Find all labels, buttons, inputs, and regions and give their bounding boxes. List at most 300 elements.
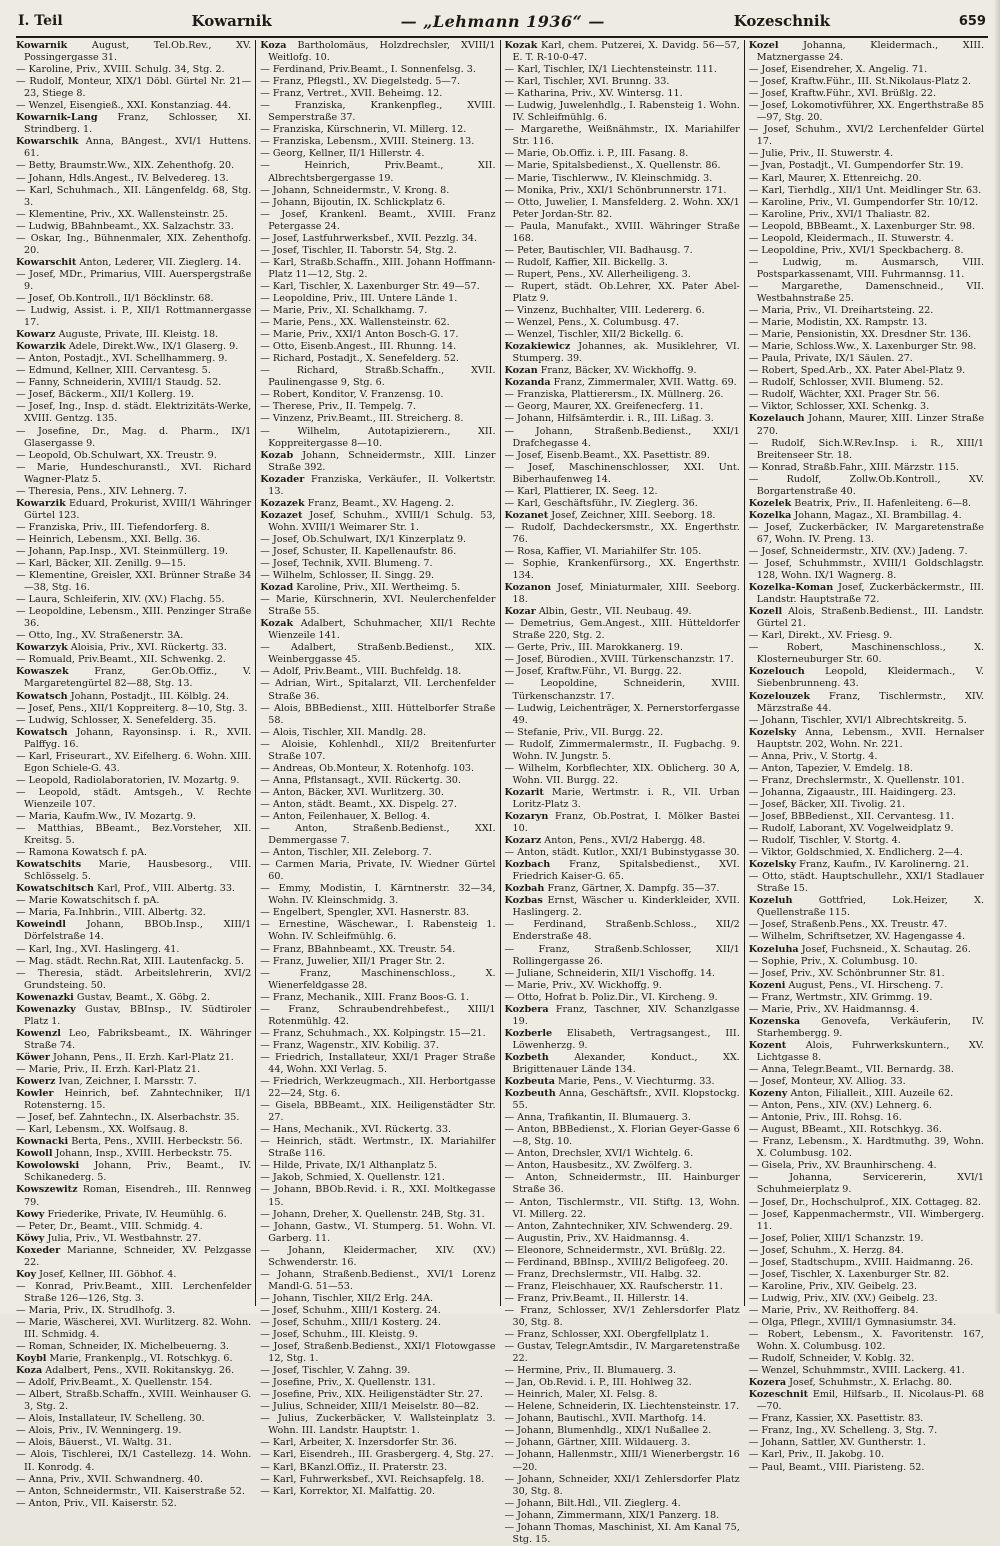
entry-text: — Juliane, Schneiderin, XII/1 Vischoffg. 14. bbox=[504, 967, 715, 979]
book-title: — „Lehmann 1936“ — bbox=[400, 11, 605, 31]
entry-text: Johann, Postadjt., III. Kölblg. 24. bbox=[70, 690, 230, 702]
directory-entry bbox=[260, 956, 495, 968]
directory-entry bbox=[16, 895, 251, 907]
entry-text: — Ludwig, m. Ausmarsch, VIII. Postsparkassenamt, VIII. Fuhrmannsg. 11. bbox=[748, 256, 984, 280]
directory-entry bbox=[505, 618, 740, 642]
entry-text: — Helene, Schneiderin, IX. Liechtensteinstr. 17. bbox=[504, 1401, 740, 1413]
entry-text: — Paula, Private, IX/1 Säulen. 27. bbox=[748, 353, 913, 365]
directory-entry bbox=[260, 594, 495, 618]
entry-text: — Robert, Sped.Arb., XX. Pater Abel-Platz 9. bbox=[748, 365, 966, 377]
entry-text: — Marie, Ob.Offiz. i. P., III. Fasang. 8. bbox=[504, 148, 689, 160]
directory-entry bbox=[16, 1341, 251, 1353]
entry-text: — Maria, Priv., VI. Dreihartsteing. 22. bbox=[748, 305, 934, 317]
directory-entry bbox=[505, 1124, 740, 1148]
entry-text: — Karl, Bäcker, XII. Zenillg. 9—15. bbox=[16, 558, 186, 570]
entry-text: — Josef, Bürodien., XVIII. Türkenschanzstr. 17. bbox=[504, 654, 734, 666]
entry-text: — Johann, Hdls.Angest., IV. Belvedereg. 13. bbox=[16, 172, 229, 184]
entry-surname: Koza bbox=[260, 40, 287, 51]
entry-text: — Ludwig, BBahnbeamt., XX. Salzachstr. 33. bbox=[16, 220, 234, 232]
entry-text: — Josefine, Priv., X. Quellenstr. 131. bbox=[260, 1377, 436, 1389]
entry-text: — Aloisie, Kohlenhdl., XII/2 Breitenfurter Straße 107. bbox=[260, 738, 496, 762]
directory-entry bbox=[749, 462, 984, 474]
directory-entry bbox=[16, 76, 251, 100]
entry-text: — Johann, Hallenmstr., XIII/1 Wienerbergstr. 16—20. bbox=[504, 1449, 740, 1473]
entry-text: Genovefa, Verkäuferin, IV. Starhembergg. 9. bbox=[756, 1015, 984, 1039]
entry-text: — Alois, Priv., IV. Wenningerg. 19. bbox=[16, 1425, 182, 1437]
entry-text: — Hilde, Private, IX/1 Althanplatz 5. bbox=[260, 1160, 438, 1172]
entry-text: — Therese, Priv., II. Tempelg. 7. bbox=[260, 401, 417, 413]
entry-text: — Anton, Pens., XIV. (XV.) Lehnerg. 6. bbox=[748, 1100, 933, 1112]
entry-text: — Leopoldine, Priv., III. Untere Lände 1. bbox=[260, 292, 458, 304]
entry-surname: Kozaryn bbox=[504, 811, 549, 822]
directory-entry bbox=[260, 582, 495, 594]
entry-text: — Stefanie, Priv., VII. Burgg. 22. bbox=[504, 726, 664, 738]
directory-entry bbox=[16, 1413, 251, 1425]
entry-text: — Franz, Wertmstr., XIV. Grimmg. 19. bbox=[748, 991, 933, 1003]
page-header bbox=[18, 10, 986, 32]
entry-text: — Georg, Maurer, XX. Greifenecferg. 11. bbox=[504, 401, 704, 413]
directory-entry bbox=[260, 1100, 495, 1124]
entry-text: — Josefine, Dr., Mag. d. Pharm., IX/1 Glasergasse 9. bbox=[16, 425, 252, 449]
directory-entry bbox=[749, 715, 984, 727]
directory-entry bbox=[749, 1389, 984, 1413]
directory-entry bbox=[505, 811, 740, 835]
directory-entry bbox=[749, 1269, 984, 1281]
entry-text: — Otto, Eisenb.Angest., III. Rhunng. 14. bbox=[260, 341, 457, 353]
directory-entry bbox=[505, 1052, 740, 1076]
entry-text: — Josef, Pens., XII/1 Koppreiterg. 8—10, Stg. 3. bbox=[16, 702, 248, 714]
directory-entry bbox=[16, 1052, 251, 1064]
entry-text: Leo, Fabriksbeamt., IX. Währinger Straße 74. bbox=[24, 1027, 252, 1051]
directory-entry bbox=[505, 944, 740, 968]
entry-text: Emil, Hilfsarb., II. Nicolaus-Pl. 68—70. bbox=[756, 1389, 984, 1413]
entry-surname: Kozab bbox=[260, 449, 294, 461]
entry-text: Franz, Tischlermstr., XIV. Märzstraße 44. bbox=[756, 690, 984, 714]
entry-text: Johann, BBOb.Insp., XIII/1 Dörfelstraße 14. bbox=[24, 919, 252, 943]
directory-entry bbox=[260, 1269, 495, 1293]
entry-text: — Josef, Dr., Hochschulprof., XIX. Cottageg. 82. bbox=[748, 1196, 981, 1208]
entry-text: — Robert, Lebensm., X. Favoritenstr. 167, Wohn. X. Columbusg. 102. bbox=[748, 1329, 984, 1353]
entry-text: — Romuald, Priv.Beamt., XII. Schwenkg. 2. bbox=[16, 654, 226, 666]
directory-entry bbox=[16, 426, 251, 450]
directory-entry bbox=[749, 76, 984, 88]
directory-entry bbox=[260, 136, 495, 148]
entry-text: Franz, Ob.Postrat, I. Mölker Bastei 10. bbox=[512, 811, 740, 835]
entry-text: — Karl, Geschäftsführ., IV. Zieglerg. 36. bbox=[504, 497, 698, 509]
directory-entry bbox=[260, 257, 495, 281]
entry-text: Josef, Schuhm., XVIII/1 Schulg. 53, Wohn. XVIII/1 Weimarer Str. 1. bbox=[268, 509, 496, 533]
entry-text: — Gisela, Priv., XV. Braunhirscheng. 4. bbox=[748, 1160, 937, 1172]
entry-text: — Heinrich, Lebensm., XXI. Bellg. 36. bbox=[16, 533, 201, 545]
entry-text: — Josef, Krankenl. Beamt., XVIII. Franz Petergasse 24. bbox=[260, 208, 496, 232]
directory-entry bbox=[749, 763, 984, 775]
entry-text: — Franziska, Krankenpfleg., XVIII. Semperstraße 37. bbox=[260, 100, 496, 124]
directory-entry bbox=[260, 1401, 495, 1413]
directory-entry bbox=[749, 1112, 984, 1124]
entry-text: — Josef, Straßenb.Bedienst., XXI/1 Flotowgasse 12, Stg. 1. bbox=[260, 1341, 496, 1365]
entry-text: — Anna, Priv., XVII. Schwandnerg. 40. bbox=[16, 1473, 204, 1485]
entry-text: — Margarethe, Damenschneid., VII. Westbahnstraße 25. bbox=[748, 280, 984, 304]
directory-entry bbox=[260, 546, 495, 558]
entry-text: — Rupert, städt. Ob.Lehrer, XX. Pater Abel-Platz 9. bbox=[504, 280, 740, 304]
directory-entry bbox=[749, 1462, 984, 1474]
directory-entry bbox=[16, 703, 251, 715]
entry-text: — Johann, Sattler, XV. Guntherstr. 1. bbox=[748, 1437, 926, 1449]
entry-text: Franz, Bäcker, XV. Wickhoffg. 9. bbox=[540, 365, 697, 377]
entry-text: — Rosa, Kaffier, VI. Mariahilfer Str. 105. bbox=[504, 545, 702, 557]
entry-text: — Ludwig, Juwelenhdlg., I. Rabensteig 1. Wohn. IV. Schleifmühlg. 6. bbox=[504, 100, 740, 124]
directory-entry bbox=[16, 1317, 251, 1341]
directory-entry bbox=[505, 197, 740, 221]
directory-entry bbox=[749, 413, 984, 437]
column-1 bbox=[16, 40, 255, 1509]
entry-surname: Kowarzyk bbox=[16, 642, 68, 654]
entry-text: Franz, Gärtner, X. Dampfg. 35—37. bbox=[547, 883, 720, 895]
entry-text: — Anton, Hausbesitz., XV. Zwölferg. 3. bbox=[504, 1160, 693, 1172]
entry-surname: Koxeder bbox=[16, 1244, 61, 1256]
entry-text: — Johanna, Zigaaustr., III. Haidingerg. 23. bbox=[748, 786, 956, 798]
entry-text: — Rudolf, Sich.W.Rev.Insp. i. R., XIII/1 Breitenseer Str. 18. bbox=[748, 437, 984, 461]
directory-entry bbox=[749, 1413, 984, 1425]
directory-entry bbox=[505, 1172, 740, 1196]
entry-text: — Ludwig, Priv., XIV. (XV.) Geibelg. 23. bbox=[748, 1292, 938, 1304]
directory-entry bbox=[260, 919, 495, 943]
entry-text: — Wilhelm, Korbflechter, XIX. Oblicherg. 30 A, Wohn. VII. Burgg. 22. bbox=[504, 762, 740, 786]
entry-text: — Marie, Priv., XV. Wickhoffg. 9. bbox=[504, 979, 662, 991]
directory-entry bbox=[749, 727, 984, 751]
entry-text: — Matthias, BBeamt., Bez.Vorsteher, XII. Kreitsg. 5. bbox=[16, 823, 252, 847]
entry-text: — Leopoldine, Lebensm., XIII. Penzinger Straße 36. bbox=[16, 606, 252, 630]
directory-entry bbox=[749, 980, 984, 992]
entry-text: — Ernestine, Wäschewar., I. Rabensteig 1. Wohn. IV. Schleifmühlg. 6. bbox=[260, 919, 496, 943]
entry-text: — Johann, Hilfsämterdir. i. R., III. Lißag. 3. bbox=[504, 413, 714, 425]
entry-text: — Klementine, Priv., XX. Wallensteinstr. 25. bbox=[16, 208, 228, 220]
directory-entry bbox=[16, 1365, 251, 1377]
directory-entry bbox=[749, 281, 984, 305]
directory-entry bbox=[749, 474, 984, 498]
entry-text: — Hermine, Priv., II. Blumauerg. 3. bbox=[504, 1365, 677, 1377]
directory-entry bbox=[505, 148, 740, 160]
entry-text: — Karoline, Priv., XVI/1 Thaliastr. 82. bbox=[748, 208, 931, 220]
entry-text: Marie, Frankenplg., VI. Rotschkyg. 6. bbox=[49, 1353, 233, 1365]
directory-entry bbox=[749, 1197, 984, 1209]
directory-entry bbox=[505, 173, 740, 185]
entry-text: — Carmen Maria, Private, IV. Wiedner Gürtel 60. bbox=[260, 859, 496, 883]
entry-text: — Gustav, Telegr.Amtsdir., IV. Margaretenstraße 22. bbox=[504, 1341, 740, 1365]
directory-entry bbox=[16, 944, 251, 956]
entry-text: — Josef, Straßenb.Pens., XX. Treustr. 47. bbox=[748, 919, 948, 931]
directory-entry bbox=[505, 1233, 740, 1245]
directory-entry bbox=[16, 1353, 251, 1365]
directory-entry bbox=[505, 895, 740, 919]
entry-text: — Wilhelm, Schlosser, II. Singg. 29. bbox=[260, 570, 435, 582]
directory-entry bbox=[260, 1076, 495, 1100]
directory-entry bbox=[260, 1305, 495, 1317]
directory-entry bbox=[16, 715, 251, 727]
directory-entry bbox=[260, 185, 495, 197]
entry-text: — Antonie, Priv., III. Rohsg. 16. bbox=[748, 1112, 902, 1124]
entry-text: — Adalbert, Straßenb.Bedienst., XIX. Weinberggasse 45. bbox=[260, 642, 496, 666]
directory-entry bbox=[260, 245, 495, 257]
directory-entry bbox=[749, 245, 984, 257]
directory-entry bbox=[16, 654, 251, 666]
entry-text: — Rudolf, Wächter, XXI. Prager Str. 56. bbox=[748, 389, 940, 401]
directory-entry bbox=[260, 775, 495, 787]
entry-text: — Leopold, BBBeamt., X. Laxenburger Str. 98. bbox=[748, 220, 976, 232]
entry-text: — Anton, BBBedienst., X. Florian Geyer-Gasse 6—8, Stg. 10. bbox=[504, 1124, 740, 1148]
directory-entry bbox=[749, 1076, 984, 1088]
directory-entry bbox=[260, 1172, 495, 1184]
directory-entry bbox=[16, 606, 251, 630]
directory-entry bbox=[16, 691, 251, 703]
entry-surname: Kozel bbox=[748, 40, 779, 51]
entry-text: Johann, Insp., XVIII. Herbeckstr. 75. bbox=[55, 1148, 233, 1160]
directory-entry bbox=[749, 510, 984, 522]
directory-entry bbox=[260, 88, 495, 100]
entry-text: Albin, Gestr., VII. Neubaug. 49. bbox=[538, 606, 692, 618]
directory-entry bbox=[505, 413, 740, 425]
directory-entry bbox=[749, 968, 984, 980]
directory-entry bbox=[749, 88, 984, 100]
entry-text: Aloisia, Priv., XVI. Rückertg. 33. bbox=[70, 642, 227, 654]
directory-entry bbox=[505, 859, 740, 883]
entry-text: — Friedrich, Installateur, XXI/1 Prager Straße 44, Wohn. XXI Verlag. 5. bbox=[260, 1051, 496, 1075]
directory-entry bbox=[505, 124, 740, 148]
entry-text: — Rudolf, Tischler, V. Stortg. 4. bbox=[748, 835, 901, 847]
entry-text: — Johann, Straßenb.Bedienst., XXI/1 Drafchegasse 4. bbox=[504, 425, 740, 449]
entry-text: — Maria, Kaufm.Ww., IV. Mozartg. 9. bbox=[16, 811, 196, 822]
entry-text: — Leopold, Ob.Schulwart, XX. Treustr. 9. bbox=[16, 449, 217, 461]
directory-entry bbox=[16, 209, 251, 221]
directory-entry bbox=[749, 847, 984, 859]
directory-entry bbox=[505, 919, 740, 943]
directory-entry bbox=[16, 1425, 251, 1437]
directory-entry bbox=[749, 305, 984, 317]
entry-surname: Kowenazki bbox=[16, 991, 74, 1003]
entry-text: Josef, Zuckerbäckermstr., III. Landstr. Hauptstraße 72. bbox=[756, 582, 984, 606]
entry-text: — Franz, Schraubendrehbefest., XIII/1 Rotenmühlg. 42. bbox=[260, 1003, 496, 1027]
entry-text: — Marie, Pens., XX. Wallensteinstr. 62. bbox=[260, 317, 450, 329]
directory-entry bbox=[749, 546, 984, 558]
entry-text: — Peter, Bautischler, VII. Badhausg. 7. bbox=[504, 244, 693, 256]
directory-entry bbox=[260, 1462, 495, 1474]
entry-surname: Kozan bbox=[504, 365, 538, 377]
directory-entry bbox=[260, 992, 495, 1004]
entry-text: — Franz, Kassier, XX. Pasettistr. 83. bbox=[748, 1413, 924, 1425]
entry-text: — Wenzel, Pens., X. Columbusg. 47. bbox=[504, 317, 680, 329]
directory-entry bbox=[260, 1209, 495, 1221]
entry-surname: Kowaszek bbox=[16, 666, 69, 678]
entry-text: — Anton, Tapezier, V. Emdelg. 18. bbox=[748, 762, 913, 774]
directory-entry bbox=[16, 233, 251, 257]
entry-text: Marianne, Schneider, XV. Pelzgasse 22. bbox=[24, 1244, 252, 1268]
directory-entry bbox=[505, 1365, 740, 1377]
entry-text: Karl, Prof., VIII. Albertg. 33. bbox=[97, 883, 235, 895]
column-4 bbox=[744, 40, 988, 1473]
entry-text: — Margarethe, Weißnähmstr., IX. Mariahilfer Str. 116. bbox=[504, 124, 740, 148]
entry-text: Franz, Spitalsbedienst., XVI. Friedrich Kaiser-G. 65. bbox=[512, 859, 740, 883]
directory-entry bbox=[260, 1028, 495, 1040]
entry-text: Eduard, Prokurist, XVIII/1 Währinger Gürtel 123. bbox=[24, 497, 252, 521]
directory-entry bbox=[749, 365, 984, 377]
entry-text: — Johann, Tischler, XVI/1 Albrechtskreitg. 5. bbox=[748, 714, 967, 726]
entry-text: — Franz, Straßenb.Schlosser, XII/1 Rollingergasse 26. bbox=[504, 943, 740, 967]
entry-text: — Marie, Priv., XI. Schalkhamg. 7. bbox=[260, 305, 428, 317]
entry-text: — Josef, Lastfuhrwerksbef., XVII. Pezzlg. 34. bbox=[260, 232, 477, 244]
entry-text: — Adolf, Priv.Beamt., VIII. Buchfeldg. 18. bbox=[260, 666, 462, 678]
directory-entry bbox=[749, 401, 984, 413]
entry-text: — Josef, Monteur, XV. Alliog. 33. bbox=[748, 1076, 906, 1088]
entry-text: — Richard, Straßb.Schaffn., XVII. Paulinengasse 9, Stg. 6. bbox=[260, 365, 496, 389]
entry-text: — Heinrich, Maler, XI. Felsg. 8. bbox=[504, 1389, 658, 1401]
entry-text: — Albert, Straßb.Schaffn., XVIII. Weinhauser G. 3, Stg. 2. bbox=[16, 1389, 252, 1413]
entry-text: — Anton, Feilenhauer, X. Bellog. 4. bbox=[260, 811, 431, 822]
entry-text: — Josef, Schuster, II. Kapellenaufstr. 86. bbox=[260, 545, 457, 557]
directory-entry bbox=[505, 365, 740, 377]
directory-entry bbox=[749, 895, 984, 919]
entry-text: — Paul, Beamt., VIII. Piaristeng. 52. bbox=[748, 1461, 925, 1473]
directory-entry bbox=[16, 1184, 251, 1208]
directory-entry bbox=[749, 606, 984, 630]
entry-text: — Mag. städt. Rechn.Rat, XIII. Lautenfackg. 5. bbox=[16, 955, 244, 967]
directory-entry bbox=[260, 1160, 495, 1172]
directory-entry bbox=[749, 1016, 984, 1040]
entry-text: — Jan, Ob.Revid. i. P., III. Hohlweg 32. bbox=[504, 1377, 692, 1389]
entry-surname: Kozenska bbox=[748, 1015, 801, 1027]
page-edge bbox=[994, 0, 1000, 1314]
entry-text: — Johann, Bautischl., XVII. Marthofg. 14. bbox=[504, 1413, 707, 1425]
directory-entry bbox=[749, 1377, 984, 1389]
directory-entry bbox=[16, 847, 251, 859]
directory-entry bbox=[505, 1148, 740, 1160]
directory-entry bbox=[260, 666, 495, 678]
page-number: 659 bbox=[958, 13, 986, 29]
entry-text: — Vinzenz, Priv.Beamt., III. Streicherg. 8. bbox=[260, 413, 464, 425]
entry-text: — Theresia, städt. Arbeitslehrerin, XVI/2 Grundsteing. 50. bbox=[16, 967, 252, 991]
entry-surname: Kozent bbox=[748, 1039, 787, 1051]
directory-entry bbox=[16, 462, 251, 486]
directory-entry bbox=[16, 1064, 251, 1076]
entry-text: — Edmund, Kellner, XIII. Cervantesg. 5. bbox=[16, 365, 211, 377]
entry-text: — Anna, Trafikantin, II. Blumauerg. 3. bbox=[504, 1112, 691, 1124]
entry-text: — August, BBeamt., XII. Rotschkyg. 36. bbox=[748, 1124, 942, 1136]
directory-entry bbox=[505, 992, 740, 1004]
entry-text: — Josef, Schneidermstr., XIV. (XV.) Jadeng. 7. bbox=[748, 545, 968, 557]
directory-entry bbox=[260, 401, 495, 413]
directory-entry bbox=[16, 1269, 251, 1281]
directory-entry bbox=[749, 811, 984, 823]
entry-text: — Karl, Arbeiter, X. Inzersdorfer Str. 36. bbox=[260, 1437, 457, 1449]
directory-entry bbox=[749, 1124, 984, 1136]
directory-entry bbox=[16, 1377, 251, 1389]
entry-text: — Leopoldine, Priv., XVI/1 Speckbacherg. 8. bbox=[748, 244, 964, 256]
entry-surname: Kowoll bbox=[16, 1148, 53, 1160]
entry-text: — Franz, Schuhmach., XX. Kolpingstr. 15—21. bbox=[260, 1027, 486, 1039]
entry-text: — Johann, BBOb.Revid. i. R., XXI. Moltkegasse 15. bbox=[260, 1184, 496, 1208]
directory-entry bbox=[505, 642, 740, 654]
directory-entry bbox=[749, 522, 984, 546]
directory-entry bbox=[16, 1148, 251, 1160]
entry-text: — Josef, MDr., Primarius, VIII. Auerspergstraße 9. bbox=[16, 268, 252, 292]
directory-entry bbox=[260, 353, 495, 365]
directory-entry bbox=[749, 173, 984, 185]
entry-text: Anna, Lebensm., XVII. Hernalser Hauptstr. 202, Wohn. Nr. 221. bbox=[756, 726, 984, 750]
entry-text: — Karl, Lebensm., XX. Wolfsaug. 8. bbox=[16, 1124, 189, 1136]
directory-entry bbox=[16, 112, 251, 136]
entry-text: — Johanna, Servicererin, XVI/1 Schuhmeierplatz 9. bbox=[748, 1172, 984, 1196]
directory-entry bbox=[16, 919, 251, 943]
entry-text: — Heinrich, städt. Wertmstr., IX. Mariahilfer Straße 116. bbox=[260, 1136, 496, 1160]
directory-entry bbox=[260, 944, 495, 956]
entry-text: Anna, BAngest., XVI/1 Huttens. 61. bbox=[24, 136, 252, 160]
directory-entry bbox=[260, 859, 495, 883]
entry-text: — Josef, Eisenb.Beamt., XX. Pasettistr. 89. bbox=[504, 449, 710, 461]
directory-entry bbox=[749, 317, 984, 329]
entry-text: — Andreas, Ob.Monteur, X. Rotenhofg. 103. bbox=[260, 762, 475, 774]
directory-entry bbox=[260, 1413, 495, 1437]
directory-entry bbox=[505, 1413, 740, 1425]
directory-entry bbox=[260, 389, 495, 401]
entry-surname: Kozbeth bbox=[504, 1051, 549, 1063]
directory-entry bbox=[749, 438, 984, 462]
directory-entry bbox=[505, 1245, 740, 1257]
entry-text: — Franz, Schlosser, XXI. Obergfellplatz 1. bbox=[504, 1329, 709, 1341]
entry-text: — Anton, Bäcker, XVI. Wurlitzerg. 30. bbox=[260, 786, 444, 798]
directory-entry bbox=[260, 1184, 495, 1208]
directory-entry bbox=[16, 630, 251, 642]
entry-text: Auguste, Private, III. Kleistg. 18. bbox=[58, 329, 219, 341]
directory-entry bbox=[16, 269, 251, 293]
directory-entry bbox=[260, 40, 495, 64]
directory-entry bbox=[505, 281, 740, 305]
entry-text: — Otto, Hofrat b. Poliz.Dir., VI. Kircheng. 9. bbox=[504, 991, 718, 1003]
entry-text: — Josef, Lokomotivführer, XX. Engerthstraße 85—97, Stg. 20. bbox=[748, 100, 984, 124]
entry-text: — Vinzenz, Buchhalter, VIII. Ledererg. 6. bbox=[504, 305, 705, 317]
entry-text: — Josef, Ob.Kontroll., II/1 Böcklinstr. 68. bbox=[16, 292, 214, 304]
directory-entry bbox=[749, 558, 984, 582]
directory-entry bbox=[260, 413, 495, 425]
entry-text: — Konrad, Straßb.Fahr., XIII. Märzstr. 115. bbox=[748, 461, 959, 473]
entry-text: — Karl, Eisendreh., III. Grasbergerg. 4, Stg. 27. bbox=[260, 1449, 494, 1461]
entry-text: — Josef, Tischler, II. Taborstr. 54, Stg. 2. bbox=[260, 244, 457, 256]
directory-entry bbox=[749, 389, 984, 401]
entry-text: — Franz, Fleischhauer, XX. Raufscherstr. 11. bbox=[504, 1280, 723, 1292]
directory-entry bbox=[749, 799, 984, 811]
entry-surname: Kozeluha bbox=[748, 943, 799, 955]
directory-entry bbox=[505, 329, 740, 341]
entry-surname: Kozak bbox=[504, 40, 538, 51]
entry-text: — Johann, Schneider, XXI/1 Zehlersdorfer Platz 30, Stg. 8. bbox=[504, 1473, 740, 1497]
entry-text: — Josef, Kraftw.Führ., III. St.Nikolaus-Platz 2. bbox=[748, 76, 972, 88]
directory-entry bbox=[260, 450, 495, 474]
directory-entry bbox=[505, 1425, 740, 1437]
directory-entry bbox=[16, 968, 251, 992]
directory-entry bbox=[505, 1474, 740, 1498]
entry-surname: Kowatsch bbox=[16, 690, 68, 702]
entry-text: — Anna, Priv., V. Stortg. 4. bbox=[748, 750, 878, 762]
entry-text: — Marie, Schloss.Ww., X. Laxenburger Str. 98. bbox=[748, 341, 977, 353]
entry-text: — Josef, Schuhm., XIII/1 Kosterg. 24. bbox=[260, 1304, 441, 1316]
directory-entry bbox=[749, 209, 984, 221]
directory-entry bbox=[260, 823, 495, 847]
directory-entry bbox=[505, 1160, 740, 1172]
entry-text: — Rudolf, Dachdeckersmstr., XX. Engerthstr. 76. bbox=[504, 521, 740, 545]
directory-entry bbox=[260, 763, 495, 775]
directory-entry bbox=[749, 835, 984, 847]
directory-entry bbox=[505, 1522, 740, 1546]
entry-surname: Kowarz bbox=[16, 329, 56, 341]
directory-entry bbox=[749, 1281, 984, 1293]
